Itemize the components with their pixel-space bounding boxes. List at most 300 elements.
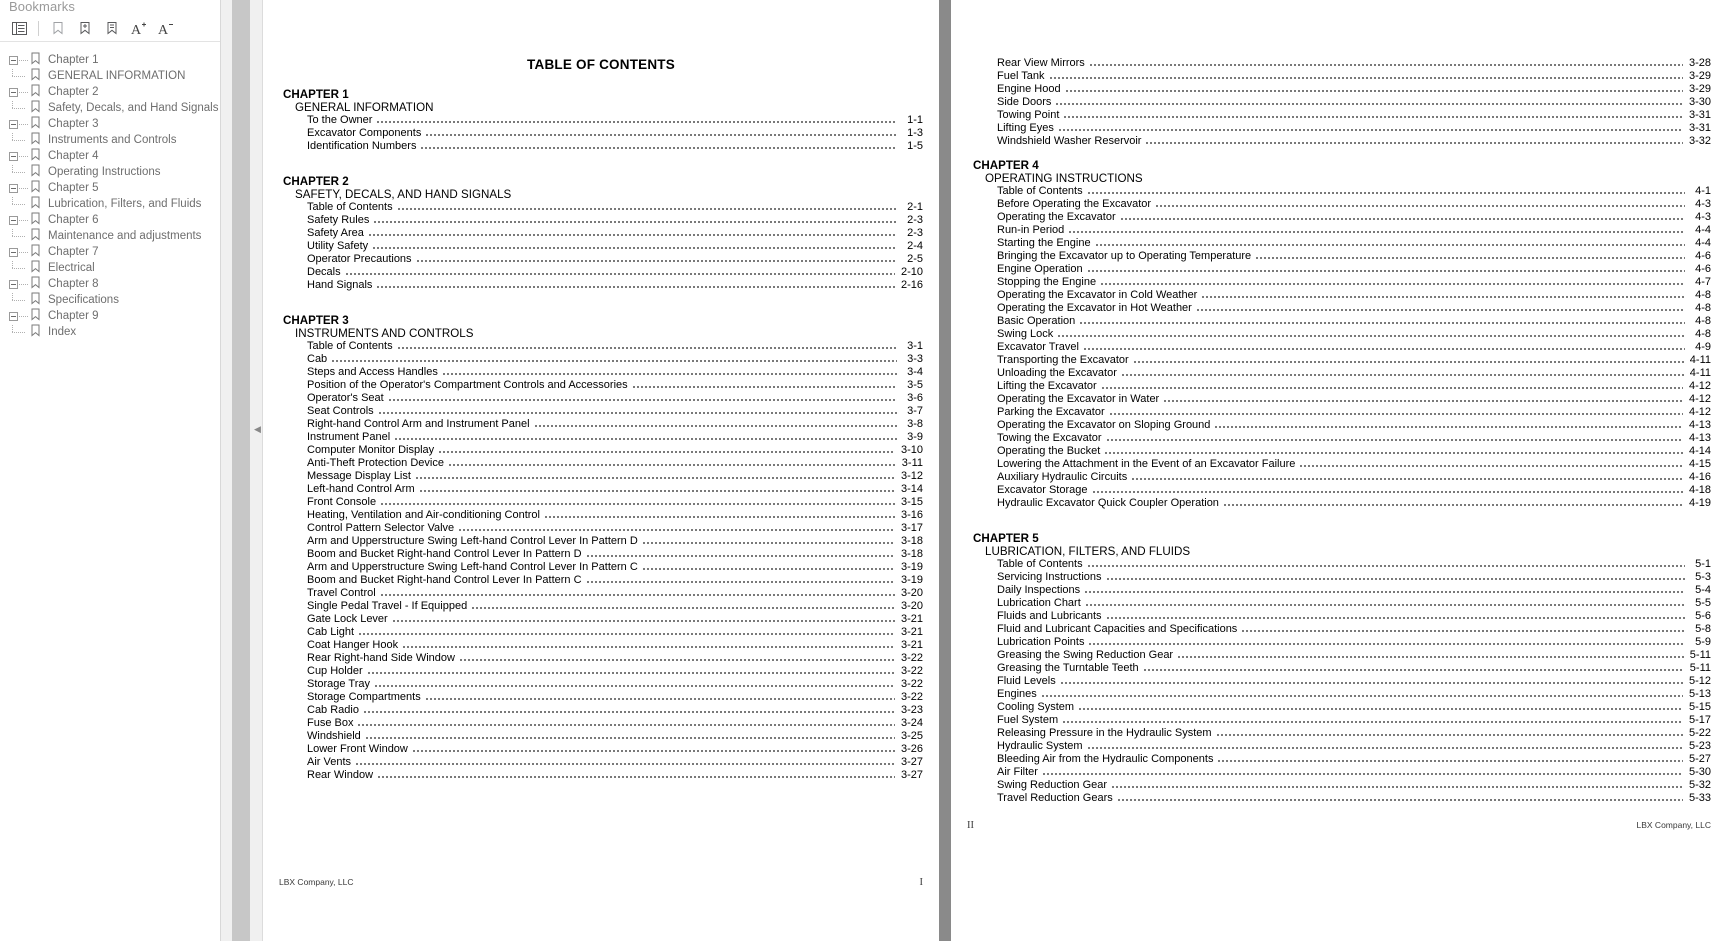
toc-leader-dots	[449, 461, 896, 470]
toc-entry[interactable]	[307, 227, 923, 240]
toc-entry[interactable]	[997, 135, 1711, 148]
toc-entry-page: 4-18	[1688, 484, 1711, 496]
chapter-heading: CHAPTER 3	[283, 314, 349, 327]
toc-entry[interactable]	[997, 753, 1711, 766]
toc-leader-dots	[381, 591, 895, 600]
toc-entry[interactable]	[997, 701, 1711, 714]
toc-entry-title: Right-hand Control Arm and Instrument Panel	[307, 418, 530, 430]
bookmark-item[interactable]	[0, 100, 220, 116]
toc-leader-dots	[373, 244, 897, 253]
bookmark-plain-icon[interactable]	[46, 17, 70, 39]
toc-entry[interactable]	[307, 470, 923, 483]
toc-leader-dots	[1178, 653, 1684, 662]
bookmark-label: Lubrication, Filters, and Fluids	[48, 198, 202, 210]
tree-connector	[19, 188, 28, 189]
toc-entry-page: 5-4	[1695, 584, 1711, 596]
toc-entry[interactable]	[997, 263, 1711, 276]
toc-leader-dots	[346, 270, 895, 279]
toc-entry-page: 4-11	[1689, 354, 1711, 366]
toc-entry-title: Releasing Pressure in the Hydraulic System	[997, 727, 1212, 739]
toc-entry[interactable]	[997, 688, 1711, 701]
toc-entry-page: 3-27	[900, 769, 923, 781]
bookmark-icon	[30, 148, 43, 164]
bookmark-item[interactable]	[0, 308, 220, 324]
toc-entry[interactable]	[307, 665, 923, 678]
toc-entry[interactable]	[997, 328, 1711, 341]
toc-entry-page: 2-3	[907, 227, 923, 239]
expand-collapse-toggle[interactable]	[9, 280, 18, 289]
svg-text:A: A	[131, 22, 142, 36]
toc-entry-page: 4-8	[1695, 315, 1711, 327]
bookmark-icon	[30, 196, 43, 212]
toc-entry-title: Control Pattern Selector Valve	[307, 522, 455, 534]
toc-leader-dots	[1110, 410, 1683, 419]
page-1	[263, 0, 939, 941]
toc-entry[interactable]	[307, 240, 923, 253]
toc-entry-title: Excavator Storage	[997, 484, 1088, 496]
toc-entry-title: Before Operating the Excavator	[997, 198, 1152, 210]
toc-entry[interactable]	[997, 211, 1711, 224]
toc-entry-page: 3-12	[900, 470, 923, 482]
toc-entry-title: Excavator Travel	[997, 341, 1079, 353]
toc-entry-title: Seat Controls	[307, 405, 374, 417]
toc-leader-dots	[1061, 679, 1683, 688]
toc-leader-dots	[1256, 254, 1685, 263]
toc-leader-dots	[1084, 345, 1685, 354]
toc-entry[interactable]	[307, 379, 923, 392]
toc-entry[interactable]	[307, 127, 923, 140]
toc-entry[interactable]	[997, 484, 1711, 497]
toc-entry[interactable]	[307, 678, 923, 691]
toc-entry-title: Air Filter	[997, 766, 1038, 778]
toc-entry-title: Storage Compartments	[307, 691, 421, 703]
toc-leader-dots	[368, 669, 895, 678]
toc-entry-title: Fuel Tank	[997, 70, 1045, 82]
toc-leader-dots	[1107, 436, 1683, 445]
toc-entry[interactable]	[307, 756, 923, 769]
bookmark-item[interactable]	[0, 212, 220, 228]
bookmark-item[interactable]	[0, 276, 220, 292]
bookmark-item[interactable]	[0, 228, 220, 244]
toc-leader-dots	[403, 643, 895, 652]
bookmark-add-icon[interactable]	[73, 17, 97, 39]
toc-leader-dots	[1105, 449, 1683, 458]
toc-entry[interactable]	[997, 57, 1711, 70]
toc-entry-page: 5-8	[1695, 623, 1711, 635]
toc-entry[interactable]	[307, 457, 923, 470]
toc-leader-dots	[413, 747, 895, 756]
toc-entry[interactable]	[307, 366, 923, 379]
toc-entry[interactable]	[307, 444, 923, 457]
bookmark-icon	[30, 164, 43, 180]
section-spacer	[279, 292, 923, 303]
toc-entry-title: Bringing the Excavator up to Operating Temperature	[997, 250, 1252, 262]
toc-entry[interactable]	[307, 691, 923, 704]
bookmark-icon	[30, 132, 43, 148]
toc-entry[interactable]	[307, 548, 923, 561]
bookmark-icon	[30, 180, 43, 196]
chapter-heading: CHAPTER 1	[283, 88, 349, 101]
toc-entry-page: 5-15	[1688, 701, 1711, 713]
tree-connector	[19, 252, 28, 253]
toc-entry[interactable]	[307, 114, 923, 127]
section-spacer	[279, 153, 923, 164]
expand-collapse-toggle[interactable]	[9, 248, 18, 257]
toc-leader-dots	[389, 396, 897, 405]
toc-entry[interactable]	[307, 253, 923, 266]
toc-entry-page: 5-27	[1688, 753, 1711, 765]
toc-entry[interactable]	[307, 496, 923, 509]
bookmark-icon	[30, 228, 43, 244]
toc-entry-title: Heating, Ventilation and Air-conditioning Control	[307, 509, 540, 521]
toc-entry[interactable]	[307, 201, 923, 214]
toc-entry[interactable]	[997, 224, 1711, 237]
toc-leader-dots	[1056, 100, 1683, 109]
expand-collapse-toggle[interactable]	[9, 312, 18, 321]
toc-entry[interactable]	[997, 315, 1711, 328]
toc-leader-dots	[587, 578, 895, 587]
bookmark-item[interactable]	[0, 148, 220, 164]
toc-entry[interactable]	[307, 574, 923, 587]
expand-collapse-toggle[interactable]	[9, 152, 18, 161]
toc-entry[interactable]	[997, 109, 1711, 122]
toc-entry[interactable]	[997, 289, 1711, 302]
toc-entry-title: Table of Contents	[307, 340, 393, 352]
toc-entry[interactable]	[307, 392, 923, 405]
toc-leader-dots	[1088, 267, 1685, 276]
svg-text:A: A	[158, 22, 169, 36]
toc-entry-title: Greasing the Turntable Teeth	[997, 662, 1139, 674]
bookmark-item[interactable]	[0, 164, 220, 180]
toc-leader-dots	[1300, 462, 1683, 471]
toc-entry[interactable]	[997, 458, 1711, 471]
toc-entry[interactable]	[307, 405, 923, 418]
toc-leader-dots	[420, 487, 895, 496]
toc-leader-dots	[1122, 371, 1684, 380]
bookmarks-panel-title: Bookmarks	[9, 0, 75, 14]
toc-entry[interactable]	[997, 497, 1711, 510]
toc-entry[interactable]	[307, 509, 923, 522]
toc-entry-page: 3-15	[900, 496, 923, 508]
toc-leader-dots	[1107, 614, 1685, 623]
toc-entry[interactable]	[997, 584, 1711, 597]
expand-collapse-toggle[interactable]	[9, 216, 18, 225]
toc-leader-dots	[374, 218, 897, 227]
tree-connector	[12, 325, 28, 339]
toc-entry[interactable]	[997, 432, 1711, 445]
toc-entry-page: 3-4	[907, 366, 923, 378]
chapter-subtitle: OPERATING INSTRUCTIONS	[985, 172, 1143, 185]
toc-entry-page: 4-3	[1695, 211, 1711, 223]
section-spacer	[279, 164, 923, 175]
toc-entry[interactable]	[997, 122, 1711, 135]
toc-entry-page: 5-12	[1688, 675, 1711, 687]
toc-entry[interactable]	[307, 340, 923, 353]
toc-entry[interactable]	[307, 704, 923, 717]
toc-entry[interactable]	[997, 70, 1711, 83]
decrease-text-size-icon[interactable]	[154, 17, 178, 39]
toc-entry-title: Lower Front Window	[307, 743, 408, 755]
toc-entry[interactable]	[307, 613, 923, 626]
toc-entry[interactable]	[997, 779, 1711, 792]
toc-entry[interactable]	[997, 185, 1711, 198]
toc-leader-dots	[377, 118, 897, 127]
toc-entry[interactable]	[997, 649, 1711, 662]
toc-entry-page: 3-22	[900, 678, 923, 690]
bookmark-icon	[30, 276, 43, 292]
toc-entry-title: Lowering the Attachment in the Event of an Excavator Failure	[997, 458, 1296, 470]
toc-entry-title: Swing Lock	[997, 328, 1054, 340]
expand-collapse-toggle[interactable]	[9, 56, 18, 65]
bookmark-item[interactable]	[0, 84, 220, 100]
tree-connector	[19, 220, 28, 221]
document-pages	[263, 0, 1727, 941]
toc-entry[interactable]	[307, 587, 923, 600]
toc-entry-title: Operating the Excavator in Water	[997, 393, 1160, 405]
toc-leader-dots	[1064, 113, 1683, 122]
toc-leader-dots	[1121, 215, 1685, 224]
toc-entry-page: 3-26	[900, 743, 923, 755]
bookmark-icon	[30, 292, 43, 308]
toc-entry[interactable]	[997, 419, 1711, 432]
toc-entry-title: Cab Radio	[307, 704, 359, 716]
toc-entry-title: Computer Monitor Display	[307, 444, 435, 456]
chapter-heading: CHAPTER 5	[973, 532, 1039, 545]
vertical-scrollbar[interactable]	[232, 0, 250, 941]
toc-entry[interactable]	[307, 266, 923, 279]
toc-entry[interactable]	[997, 662, 1711, 675]
toc-entry-page: 5-9	[1695, 636, 1711, 648]
toc-entry[interactable]	[307, 639, 923, 652]
toc-entry[interactable]	[997, 380, 1711, 393]
toc-entry[interactable]	[997, 623, 1711, 636]
toc-entry[interactable]	[997, 558, 1711, 571]
toc-entry-title: Lubrication Chart	[997, 597, 1081, 609]
toc-entry[interactable]	[307, 561, 923, 574]
toc-entry-title: Engine Operation	[997, 263, 1083, 275]
toc-leader-dots	[1085, 588, 1685, 597]
toc-entry[interactable]	[307, 431, 923, 444]
toc-leader-dots	[587, 552, 895, 561]
toc-entry[interactable]	[997, 250, 1711, 263]
toc-entry-page: 3-11	[901, 457, 923, 469]
toc-entry-title: Engine Hood	[997, 83, 1061, 95]
toc-entry-title: Operator Precautions	[307, 253, 412, 265]
bookmark-item[interactable]	[0, 244, 220, 260]
toc-entry[interactable]	[997, 276, 1711, 289]
toc-entry-title: Boom and Bucket Right-hand Control Lever In Pattern D	[307, 548, 582, 560]
toc-entry-page: 3-1	[907, 340, 923, 352]
toc-entry[interactable]	[307, 743, 923, 756]
toc-entry-page: 5-23	[1688, 740, 1711, 752]
toc-entry-page: 4-7	[1695, 276, 1711, 288]
toc-entry-page: 3-25	[900, 730, 923, 742]
toc-entry-page: 3-20	[900, 587, 923, 599]
toc-leader-dots	[1107, 575, 1685, 584]
toc-entry-title: Air Vents	[307, 756, 352, 768]
bookmark-item[interactable]	[0, 116, 220, 132]
toc-entry-title: Lubrication Points	[997, 636, 1085, 648]
list-view-icon[interactable]	[7, 17, 31, 39]
tree-connector	[19, 156, 28, 157]
toc-entry[interactable]	[997, 367, 1711, 380]
bookmark-item[interactable]	[0, 324, 220, 340]
toc-leader-dots	[356, 760, 895, 769]
bookmarks-sidebar	[0, 0, 221, 941]
toc-entry-page: 2-10	[900, 266, 923, 278]
toc-leader-dots	[1093, 488, 1683, 497]
toc-entry-title: Greasing the Swing Reduction Gear	[997, 649, 1174, 661]
chapter-heading: CHAPTER 4	[973, 159, 1039, 172]
toc-entry-page: 5-33	[1688, 792, 1711, 804]
bookmark-label: Safety, Decals, and Hand Signals	[48, 102, 219, 114]
toc-entry[interactable]	[307, 353, 923, 366]
toc-entry-title: Stopping the Engine	[997, 276, 1097, 288]
toc-entry-page: 5-11	[1689, 649, 1711, 661]
toc-entry[interactable]	[997, 406, 1711, 419]
toc-leader-dots	[1202, 293, 1685, 302]
toc-entry-page: 4-14	[1688, 445, 1711, 457]
toc-entry[interactable]	[307, 418, 923, 431]
toc-leader-dots	[1215, 423, 1683, 432]
tree-connector	[12, 133, 28, 147]
expand-collapse-toggle[interactable]	[9, 120, 18, 129]
toc-entry[interactable]	[307, 522, 923, 535]
toc-entry[interactable]	[997, 471, 1711, 484]
toc-entry[interactable]	[997, 198, 1711, 211]
toc-entry-title: Rear Right-hand Side Window	[307, 652, 455, 664]
expand-collapse-toggle[interactable]	[9, 88, 18, 97]
toc-entry-page: 3-19	[900, 561, 923, 573]
toc-entry[interactable]	[997, 571, 1711, 584]
toc-entry[interactable]	[307, 140, 923, 153]
toc-leader-dots	[1089, 640, 1685, 649]
toc-entry[interactable]	[997, 237, 1711, 250]
toc-entry[interactable]	[307, 214, 923, 227]
toc-entry[interactable]	[307, 535, 923, 548]
toc-entry[interactable]	[307, 279, 923, 292]
toc-entry-title: Travel Reduction Gears	[997, 792, 1113, 804]
toc-entry[interactable]	[307, 652, 923, 665]
bookmark-item[interactable]	[0, 68, 220, 84]
toc-entry-page: 5-1	[1695, 558, 1711, 570]
toc-entry[interactable]	[307, 600, 923, 613]
toc-entry[interactable]	[307, 769, 923, 782]
toc-leader-dots	[472, 604, 895, 613]
bookmark-label: Chapter 2	[48, 86, 99, 98]
sidebar-collapse-handle[interactable]: ◀	[253, 418, 262, 440]
bookmark-item[interactable]	[0, 52, 220, 68]
bookmark-item[interactable]	[0, 260, 220, 276]
toc-entry-page: 3-21	[900, 626, 923, 638]
toc-entry-page: 1-5	[907, 140, 923, 152]
toc-entry-title: Fluid Levels	[997, 675, 1056, 687]
toc-entry[interactable]	[997, 597, 1711, 610]
toc-leader-dots	[439, 448, 895, 457]
toc-entry[interactable]	[997, 96, 1711, 109]
toc-entry[interactable]	[997, 636, 1711, 649]
toc-entry[interactable]	[997, 727, 1711, 740]
toc-entry[interactable]	[997, 341, 1711, 354]
toc-entry-page: 3-29	[1688, 83, 1711, 95]
toc-entry-title: Operating the Excavator in Cold Weather	[997, 289, 1198, 301]
toc-entry[interactable]	[997, 740, 1711, 753]
bookmark-item[interactable]	[0, 180, 220, 196]
toc-entry[interactable]	[997, 610, 1711, 623]
toc-entry-page: 3-16	[900, 509, 923, 521]
section-spacer	[967, 148, 1711, 159]
toc-entry-title: Message Display List	[307, 470, 411, 482]
toc-entry-page: 3-20	[900, 600, 923, 612]
toc-leader-dots	[359, 630, 895, 639]
toc-leader-dots	[1088, 562, 1685, 571]
toc-entry-title: Daily Inspections	[997, 584, 1081, 596]
toc-entry-page: 3-22	[900, 691, 923, 703]
toc-entry[interactable]	[997, 445, 1711, 458]
toc-entry[interactable]	[997, 83, 1711, 96]
toc-leader-dots	[1069, 228, 1685, 237]
toc-entry-title: Parking the Excavator	[997, 406, 1105, 418]
toc-entry[interactable]	[997, 714, 1711, 727]
toc-entry-page: 3-30	[1688, 96, 1711, 108]
toc-entry-title: Engines	[997, 688, 1037, 700]
tree-connector	[19, 60, 28, 61]
toc-entry-page: 3-21	[900, 639, 923, 651]
toc-entry-page: 3-8	[907, 418, 923, 430]
toc-entry-title: Excavator Components	[307, 127, 422, 139]
expand-collapse-toggle[interactable]	[9, 184, 18, 193]
increase-text-size-icon[interactable]	[127, 17, 151, 39]
toc-entry[interactable]	[307, 730, 923, 743]
toolbar-divider	[38, 21, 39, 36]
toc-entry-page: 3-29	[1688, 70, 1711, 82]
toc-entry[interactable]	[997, 302, 1711, 315]
toc-entry-page: 3-10	[900, 444, 923, 456]
toc-entry-title: Side Doors	[997, 96, 1052, 108]
toc-leader-dots	[1134, 358, 1684, 367]
bookmark-label: Electrical	[48, 262, 95, 274]
toc-entry[interactable]	[997, 354, 1711, 367]
toc-leader-dots	[1132, 475, 1683, 484]
toc-entry[interactable]	[997, 766, 1711, 779]
bookmarks-tree	[0, 42, 220, 340]
toc-entry-title: Safety Area	[307, 227, 364, 239]
toc-entry-page: 3-17	[900, 522, 923, 534]
toc-entry-title: Operator's Seat	[307, 392, 384, 404]
bookmark-label: Chapter 1	[48, 54, 99, 66]
toc-entry[interactable]	[307, 483, 923, 496]
toc-entry-page: 4-11	[1689, 367, 1711, 379]
toc-entry[interactable]	[997, 675, 1711, 688]
section-spacer	[279, 303, 923, 314]
toc-entry-page: 5-11	[1689, 662, 1711, 674]
bookmark-icon	[30, 308, 43, 324]
toc-leader-dots	[332, 357, 897, 366]
bookmark-item[interactable]	[0, 292, 220, 308]
bookmark-item[interactable]	[0, 132, 220, 148]
toc-entry[interactable]	[997, 393, 1711, 406]
toc-entry-title: To the Owner	[307, 114, 373, 126]
bookmark-item[interactable]	[0, 196, 220, 212]
toc-entry-page: 3-6	[907, 392, 923, 404]
bookmark-expand-icon[interactable]	[100, 17, 124, 39]
toc-entry[interactable]	[997, 792, 1711, 805]
toc-leader-dots	[1088, 189, 1685, 198]
toc-entry-title: Gate Lock Lever	[307, 613, 388, 625]
page-title: TABLE OF CONTENTS	[527, 57, 675, 72]
toc-entry[interactable]	[307, 717, 923, 730]
toc-entry[interactable]	[307, 626, 923, 639]
